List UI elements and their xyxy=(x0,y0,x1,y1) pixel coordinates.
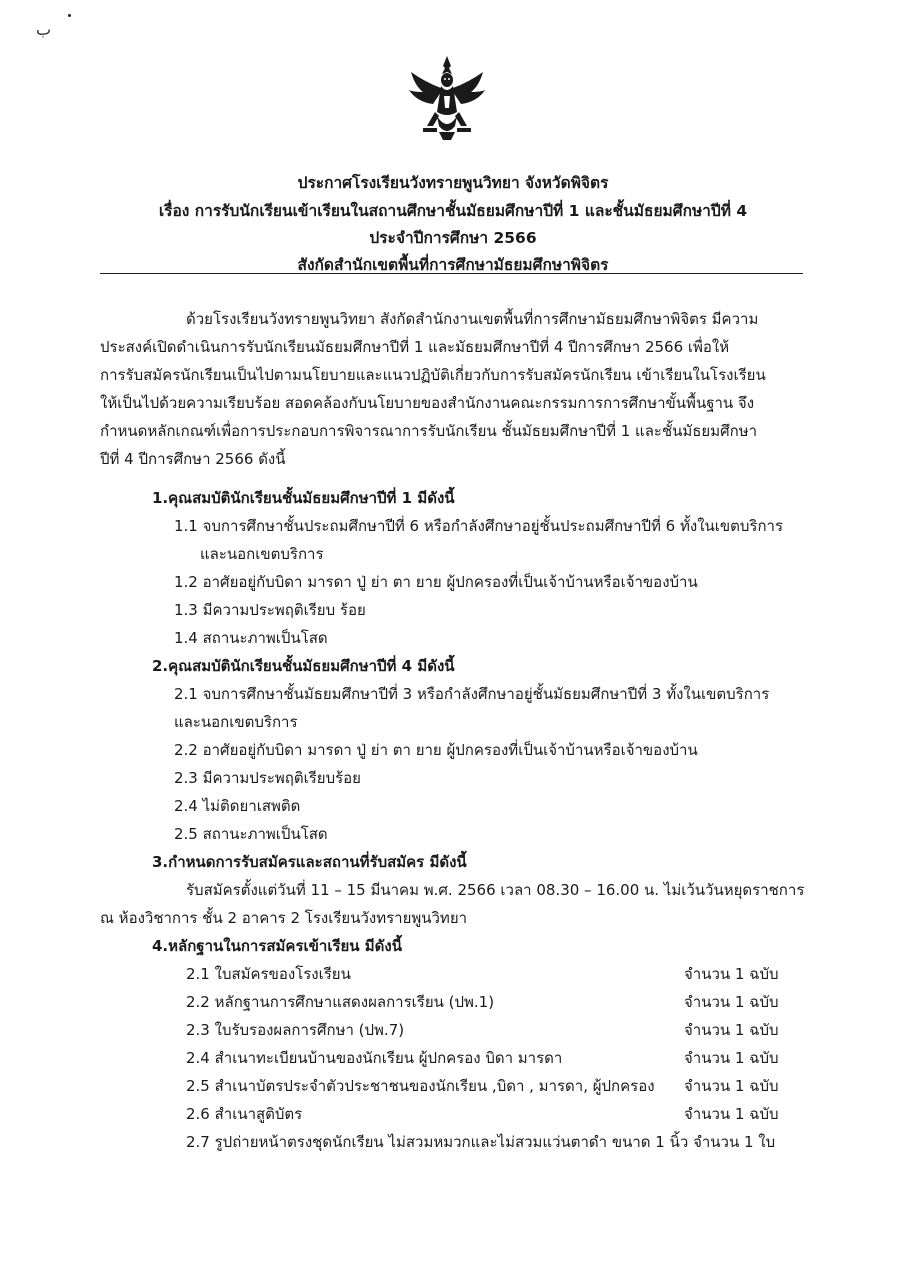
garuda-emblem-icon xyxy=(405,52,489,142)
header-line-4: สังกัดสำนักเขตพื้นที่การศึกษามัธยมศึกษาพิจิตร xyxy=(297,256,609,274)
document-item-label: 2.6 สำเนาสูติบัตร xyxy=(186,1105,303,1123)
section-1-item-4: 1.4 สถานะภาพเป็นโสด xyxy=(174,629,328,647)
document-item-quantity: จำนวน 1 ฉบับ xyxy=(684,1077,779,1095)
section-1-heading: 1.คุณสมบัตินักเรียนชั้นมัธยมศึกษาปีที่ 1 มีดังนี้ xyxy=(152,489,455,507)
section-1-item-2: 1.2 อาศัยอยู่กับบิดา มารดา ปู่ ย่า ตา ยาย ผู้ปกครองที่เป็นเจ้าบ้านหรือเจ้าของบ้าน xyxy=(174,573,698,591)
document-item-label: 2.1 ใบสมัครของโรงเรียน xyxy=(186,965,351,983)
intro-line-1: ด้วยโรงเรียนวังทรายพูนวิทยา สังกัดสำนักงานเขตพื้นที่การศึกษามัธยมศึกษาพิจิตร มีความ xyxy=(186,310,759,328)
pen-mark: ب xyxy=(36,20,52,39)
header-divider xyxy=(100,273,803,274)
intro-line-5: กำหนดหลักเกณฑ์เพื่อการประกอบการพิจารณาการรับนักเรียน ชั้นมัธยมศึกษาปีที่ 1 และชั้นมัธยมศึกษา xyxy=(100,422,758,440)
section-2-item-2: 2.2 อาศัยอยู่กับบิดา มารดา ปู่ ย่า ตา ยาย ผู้ปกครองที่เป็นเจ้าบ้านหรือเจ้าของบ้าน xyxy=(174,741,698,759)
section-2-item-1-cont: และนอกเขตบริการ xyxy=(174,713,298,731)
header-line-2: เรื่อง การรับนักเรียนเข้าเรียนในสถานศึกษาชั้นมัธยมศึกษาปีที่ 1 และชั้นมัธยมศึกษาปีที่ 4 xyxy=(158,202,748,220)
intro-line-6: ปีที่ 4 ปีการศึกษา 2566 ดังนี้ xyxy=(100,450,286,468)
intro-line-3: การรับสมัครนักเรียนเป็นไปตามนโยบายและแนวปฏิบัติเกี่ยวกับการรับสมัครนักเรียน เข้าเรียนในโรงเรียน xyxy=(100,366,766,384)
section-3-heading: 3.กำหนดการรับสมัครและสถานที่รับสมัคร มีดังนี้ xyxy=(152,853,467,871)
header-line-1: ประกาศโรงเรียนวังทรายพูนวิทยา จังหวัดพิจิตร xyxy=(297,174,609,192)
section-3-line-2: ณ ห้องวิชาการ ชั้น 2 อาคาร 2 โรงเรียนวังทรายพูนวิทยา xyxy=(100,909,468,927)
section-2-heading: 2.คุณสมบัตินักเรียนชั้นมัธยมศึกษาปีที่ 4 มีดังนี้ xyxy=(152,657,455,675)
section-1-item-1-cont: และนอกเขตบริการ xyxy=(200,545,324,563)
document-item-label: 2.4 สำเนาทะเบียนบ้านของนักเรียน ผู้ปกครอง บิดา มารดา xyxy=(186,1049,563,1067)
document-item-quantity: จำนวน 1 ฉบับ xyxy=(684,1021,779,1039)
ink-dot xyxy=(68,14,71,17)
document-item-quantity: จำนวน 1 ฉบับ xyxy=(684,993,779,1011)
document-item-label: 2.3 ใบรับรองผลการศึกษา (ปพ.7) xyxy=(186,1021,405,1039)
section-2-item-5: 2.5 สถานะภาพเป็นโสด xyxy=(174,825,328,843)
document-item-photo: 2.7 รูปถ่ายหน้าตรงชุดนักเรียน ไม่สวมหมวกและไม่สวมแว่นตาดำ ขนาด 1 นิ้ว จำนวน 1 ใบ xyxy=(186,1133,776,1151)
document-item-quantity: จำนวน 1 ฉบับ xyxy=(684,965,779,983)
header-line-3: ประจำปีการศึกษา 2566 xyxy=(369,229,537,247)
section-2-item-3: 2.3 มีความประพฤติเรียบร้อย xyxy=(174,769,361,787)
document-item-quantity: จำนวน 1 ฉบับ xyxy=(684,1049,779,1067)
section-4-heading: 4.หลักฐานในการสมัครเข้าเรียน มีดังนี้ xyxy=(152,937,402,955)
section-1-item-1: 1.1 จบการศึกษาชั้นประถมศึกษาปีที่ 6 หรือกำลังศึกษาอยู่ชั้นประถมศึกษาปีที่ 6 ทั้งในเขตบริการ xyxy=(174,517,784,535)
section-2-item-1: 2.1 จบการศึกษาชั้นมัธยมศึกษาปีที่ 3 หรือกำลังศึกษาอยู่ชั้นมัธยมศึกษาปีที่ 3 ทั้งในเขตบริการ xyxy=(174,685,770,703)
document-item-quantity: จำนวน 1 ฉบับ xyxy=(684,1105,779,1123)
document-item-label: 2.5 สำเนาบัตรประจำตัวประชาชนของนักเรียน ,บิดา , มารดา, ผู้ปกครอง xyxy=(186,1077,655,1095)
section-1-item-3: 1.3 มีความประพฤติเรียบ ร้อย xyxy=(174,601,366,619)
intro-line-2: ประสงค์เปิดดำเนินการรับนักเรียนมัธยมศึกษาปีที่ 1 และมัธยมศึกษาปีที่ 4 ปีการศึกษา 2566 เพื่อให้ xyxy=(100,338,730,356)
section-2-item-4: 2.4 ไม่ติดยาเสพติด xyxy=(174,797,301,815)
section-3-line-1: รับสมัครตั้งแต่วันที่ 11 – 15 มีนาคม พ.ศ. 2566 เวลา 08.30 – 16.00 น. ไม่เว้นวันหยุดราชการ xyxy=(186,881,805,899)
intro-line-4: ให้เป็นไปด้วยความเรียบร้อย สอดคล้องกับนโยบายของสำนักงานคณะกรรมการการศึกษาขั้นพื้นฐาน จึง xyxy=(100,394,755,412)
document-item-label: 2.2 หลักฐานการศึกษาแสดงผลการเรียน (ปพ.1) xyxy=(186,993,495,1011)
